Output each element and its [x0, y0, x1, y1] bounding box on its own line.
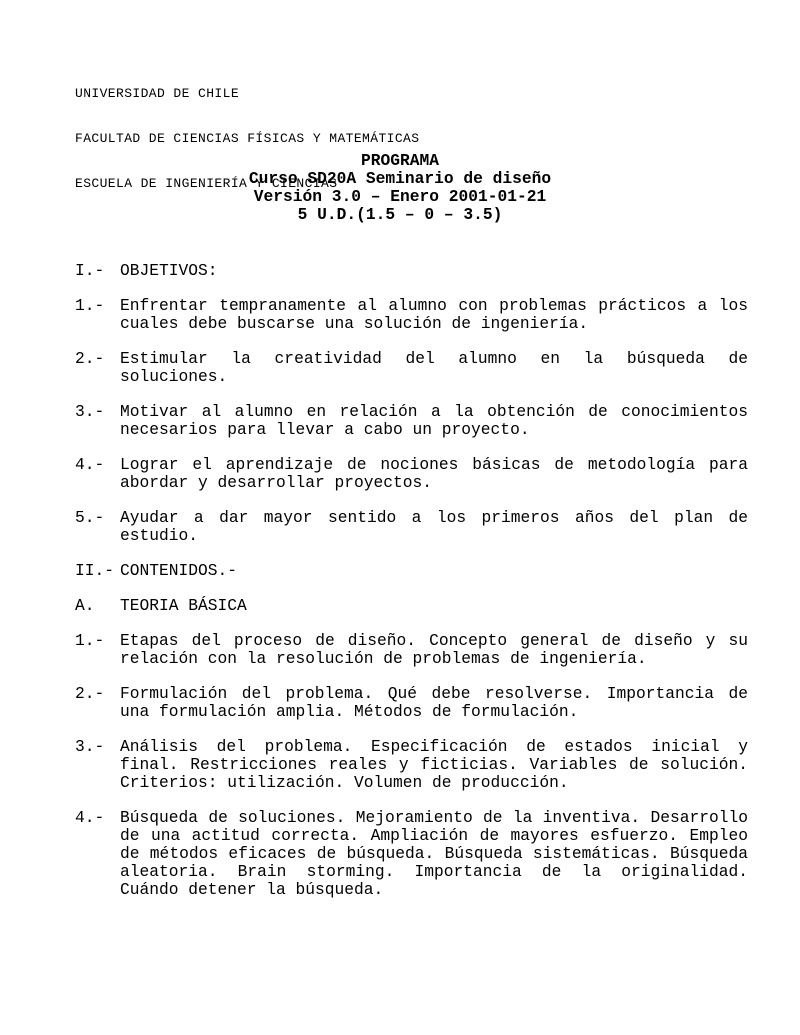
doc-title: PROGRAMA	[360, 151, 439, 170]
section-number: II.-	[75, 561, 115, 580]
section-heading-contenidos	[75, 562, 748, 580]
letterhead-faculty: FACULTAD DE CIENCIAS FÍSICAS Y MATEMÁTICAS	[75, 131, 420, 146]
objetivo-item-3	[75, 403, 748, 439]
objetivo-item-4	[75, 456, 748, 492]
letterhead-university: UNIVERSIDAD DE CHILE	[75, 86, 240, 101]
objetivo-item-2	[75, 350, 748, 386]
item-number: 1.-	[75, 631, 105, 650]
item-text: Estimular la creatividad del alumno en la búsqueda de soluciones.	[120, 349, 748, 386]
title-block	[52, 152, 748, 224]
contenido-item-2	[75, 685, 748, 721]
item-text: Etapas del proceso de diseño. Concepto general de diseño y su relación con la resolución de problemas de ingeniería.	[120, 631, 748, 668]
item-number: 4.-	[75, 808, 105, 827]
item-text: Búsqueda de soluciones. Mejoramiento de la inventiva. Desarrollo de una actitud correcta. Ampliación de mayores esfuerzo. Empleo de métodos eficaces de búsqueda. Búsqueda sistemáticas. Búsqueda aleatoria. Brain storming. Importancia de la originalidad. Cuándo detener la búsqueda.	[120, 808, 748, 899]
version-line: Versión 3.0 – Enero 2001-01-21	[253, 187, 547, 206]
item-text: Enfrentar tempranamente al alumno con problemas prácticos a los cuales debe buscarse una solución de ingeniería.	[120, 296, 748, 333]
section-heading-objetivos	[75, 262, 748, 280]
item-text: Análisis del problema. Especificación de estados inicial y final. Restricciones reales y ficticias. Variables de solución. Criterios: utilización. Volumen de producción.	[120, 737, 748, 792]
item-number: 5.-	[75, 508, 105, 527]
item-text: Ayudar a dar mayor sentido a los primeros años del plan de estudio.	[120, 508, 748, 545]
subsection-heading-teoria-basica	[75, 597, 748, 615]
item-number: 2.-	[75, 349, 105, 368]
objetivo-item-1	[75, 297, 748, 333]
section-number: I.-	[75, 261, 105, 280]
item-number: 4.-	[75, 455, 105, 474]
credits-line: 5 U.D.(1.5 – 0 – 3.5)	[297, 205, 503, 224]
document-body	[75, 262, 748, 916]
subsection-title: TEORIA BÁSICA	[120, 596, 247, 615]
contenido-item-4	[75, 809, 748, 899]
item-number: 3.-	[75, 402, 105, 421]
item-text: Lograr el aprendizaje de nociones básicas de metodología para abordar y desarrollar proyectos.	[120, 455, 748, 492]
item-number: 1.-	[75, 296, 105, 315]
item-text: Motivar al alumno en relación a la obtención de conocimientos necesarios para llevar a cabo un proyecto.	[120, 402, 748, 439]
item-text: Formulación del problema. Qué debe resolverse. Importancia de una formulación amplia. Métodos de formulación.	[120, 684, 748, 721]
objetivo-item-5	[75, 509, 748, 545]
letterhead-school: ESCUELA DE INGENIERÍA Y CIENCIAS	[75, 176, 338, 191]
contenido-item-1	[75, 632, 748, 668]
item-number: 2.-	[75, 684, 105, 703]
item-number: 3.-	[75, 737, 105, 756]
subsection-letter: A.	[75, 596, 95, 615]
contenido-item-3	[75, 738, 748, 792]
section-title: CONTENIDOS.-	[120, 561, 238, 580]
course-name: Curso SD20A Seminario de diseño	[248, 169, 552, 188]
section-title: OBJETIVOS:	[120, 261, 218, 280]
